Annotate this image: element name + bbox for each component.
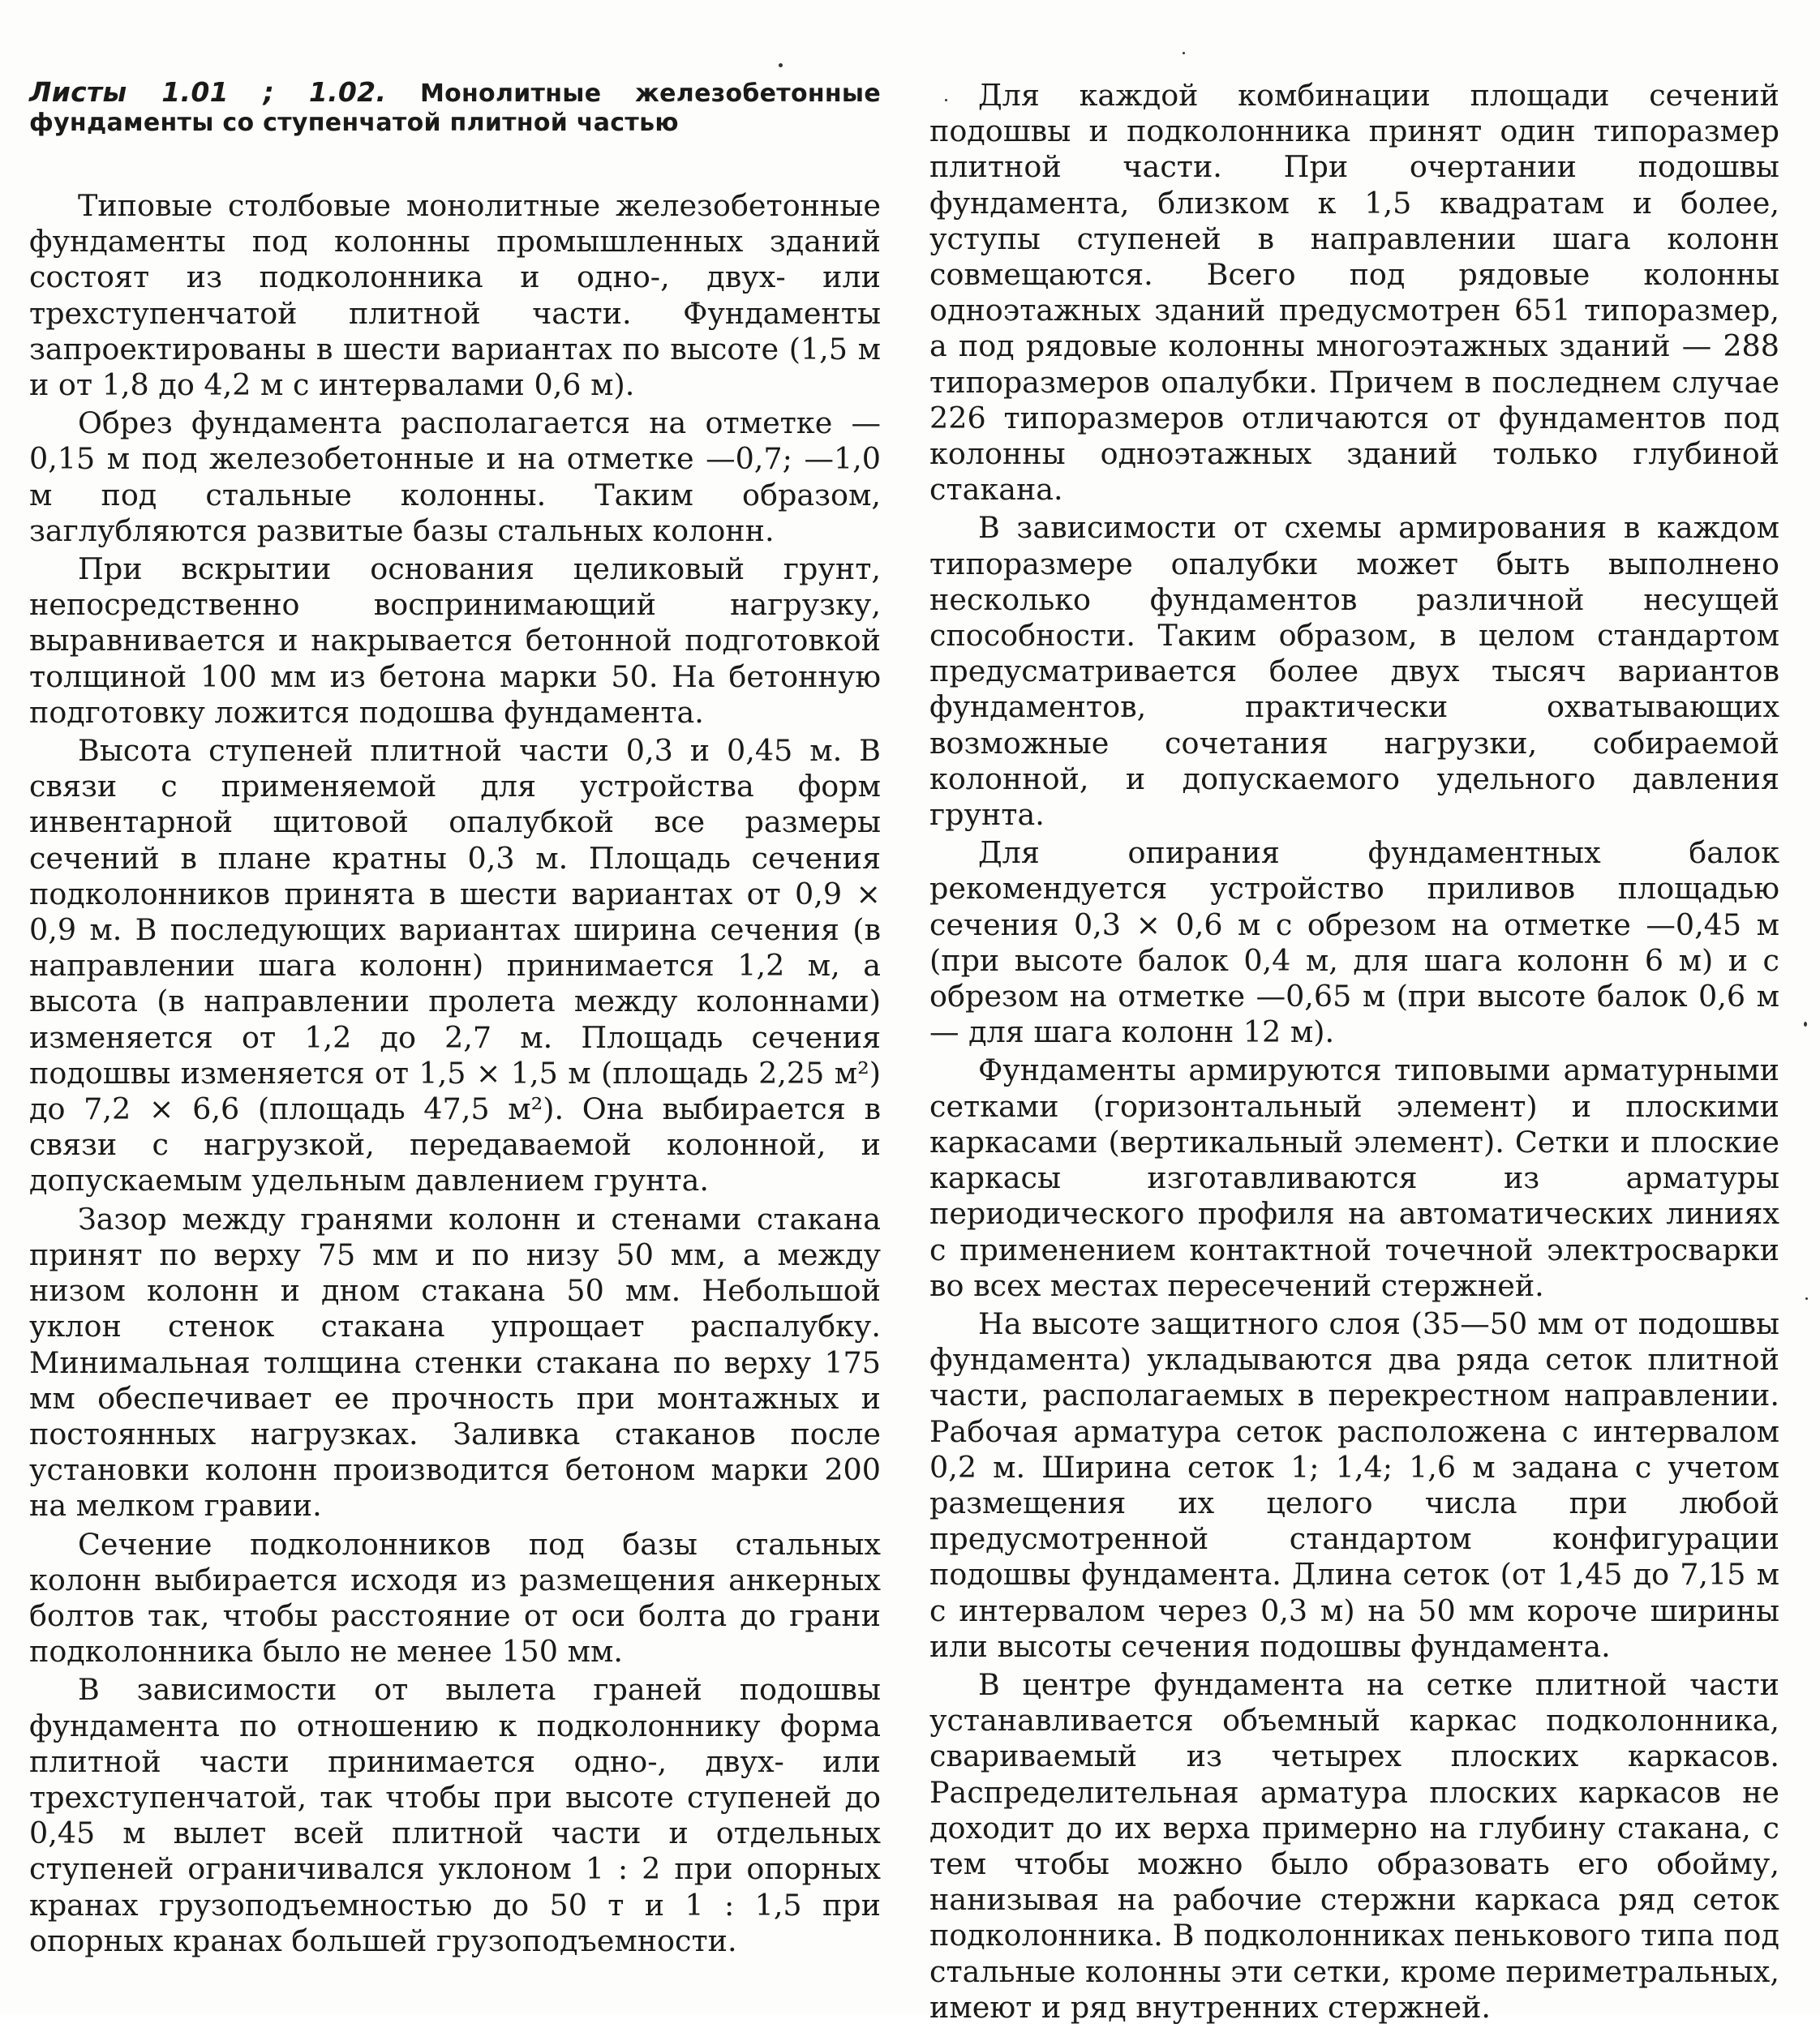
print-speck (1183, 52, 1185, 54)
paragraph: В зависимости от вылета граней подошвы фундамента по отношению к подколоннику форма плитной части принимается одно-, двух- или трехступенчатой, так чтобы при высоте ступеней до 0,45 м вылет всей плитной части и отдельных ступеней ограничивался уклоном 1 : 2 при опорных кранах грузоподъемностью до 50 т и 1 : 1,5 при опорных кранах большей грузоподъемности. (29, 1672, 881, 1958)
left-column (29, 78, 881, 1962)
paragraph: В центре фундамента на сетке плитной части устанавливается объемный каркас подколонника, свариваемый из четырех плоских каркасов. Распределительная арматура плоских каркасов не доходит до их верха примерно на глубину стакана, с тем чтобы можно было образовать его обойму, нанизывая на рабочие стержни каркаса ряд сеток подколонника. В подколонниках пенькового типа под стальные колонны эти сетки, кроме периметральных, имеют и ряд внутренних стержней. (929, 1666, 1779, 2025)
paragraph: Фундаменты армируются типовыми арматурными сетками (горизонтальный элемент) и плоскими каркасами (вертикальный элемент). Сетки и плоские каркасы изготавливаются из арматуры периодического профиля на автоматических линиях с применением контактной точечной электросварки во всех местах пересечений стержней. (929, 1053, 1779, 1303)
paragraph: Зазор между гранями колонн и стенами стакана принят по верху 75 мм и по низу 50 мм, а между низом колонн и дном стакана 50 мм. Небольшой уклон стенок стакана упрощает распалубку. Минимальная толщина стенки стакана по верху 175 мм обеспечивает ее прочность при монтажных и постоянных нагрузках. Заливка стаканов после установки колонн производится бетоном марки 200 на мелком гравии. (29, 1201, 881, 1524)
sheet-reference: Листы 1.01 ; 1.02. (29, 76, 387, 108)
right-column (929, 78, 1779, 2028)
paragraph: При вскрытии основания целиковый грунт, непосредственно воспринимающий нагрузку, выравнивается и накрывается бетонной подготовкой толщиной 100 мм из бетона марки 50. На бетонную подготовку ложится подошва фундамента. (29, 551, 881, 730)
section-title: Монолитные железобетонные фундаменты со ступенчатой плитной частью (29, 79, 881, 137)
print-speck (1804, 1022, 1807, 1027)
paragraph: Для каждой комбинации площади сечений подошвы и подколонника принят один типоразмер плитной части. При очертании подошвы фундамента, близком к 1,5 квадратам и более, уступы ступеней в направлении шага колонн совмещаются. Всего под рядовые колонны одноэтажных зданий предусмотрен 651 типоразмер, а под рядовые колонны многоэтажных зданий — 288 типоразмеров опалубки. Причем в последнем случае 226 типоразмеров отличаются от фундаментов под колонны одноэтажных зданий только глубиной стакана. (929, 78, 1779, 508)
paragraph: Обрез фундамента располагается на отметке —0,15 м под железобетонные и на отметке —0,7; —1,0 м под стальные колонны. Таким образом, заглубляются развитые базы стальных колонн. (29, 405, 881, 548)
section-heading (29, 78, 881, 138)
paragraph: Типовые столбовые монолитные железобетонные фундаменты под колонны промышленных зданий состоят из подколонника и одно-, двух- или трехступенчатой плитной части. Фундаменты запроектированы в шести вариантах по высоте (1,5 м и от 1,8 до 4,2 м с интервалами 0,6 м). (29, 188, 881, 403)
print-speck (779, 63, 783, 67)
paragraph: Сечение подколонников под базы стальных колонн выбирается исходя из размещения анкерных болтов так, чтобы расстояние от оси болта до грани подколонника было не менее 150 мм. (29, 1526, 881, 1670)
paragraph: Высота ступеней плитной части 0,3 и 0,45 м. В связи с применяемой для устройства форм инвентарной щитовой опалубкой все размеры сечений в плане кратны 0,3 м. Площадь сечения подколонников принята в шести вариантах от 0,9 × 0,9 м. В последующих вариантах ширина сечения (в направлении шага колонн) принимается 1,2 м, а высота (в направлении пролета между колоннами) изменяется от 1,2 до 2,7 м. Площадь сечения подошвы изменяется от 1,5 × 1,5 м (площадь 2,25 м²) до 7,2 × 6,6 (площадь 47,5 м²). Она выбирается в связи с нагрузкой, передаваемой колонной, и допускаемым удельным давлением грунта. (29, 733, 881, 1198)
paragraph: На высоте защитного слоя (35—50 мм от подошвы фундамента) укладываются два ряда сеток плитной части, располагаемых в перекрестном направлении. Рабочая арматура сеток расположена с интервалом 0,2 м. Ширина сеток 1; 1,4; 1,6 м задана с учетом размещения их целого числа при любой предусмотренной стандартом конфигурации подошвы фундамента. Длина сеток (от 1,45 до 7,15 м с интервалом через 0,3 м) на 50 мм короче ширины или высоты сечения подошвы фундамента. (929, 1306, 1779, 1664)
print-speck (1805, 1297, 1808, 1300)
paragraph: В зависимости от схемы армирования в каждом типоразмере опалубки может быть выполнено несколько фундаментов различной несущей способности. Таким образом, в целом стандартом предусматривается более двух тысяч вариантов фундаментов, практически охватывающих возможные сочетания нагрузки, собираемой колонной, и допускаемого удельного давления грунта. (929, 510, 1779, 833)
paragraph: Для опирания фундаментных балок рекомендуется устройство приливов площадью сечения 0,3 × 0,6 м с обрезом на отметке —0,45 м (при высоте балок 0,4 м, для шага колонн 6 м) и с обрезом на отметке —0,65 м (при высоте балок 0,6 м — для шага колонн 12 м). (929, 835, 1779, 1050)
